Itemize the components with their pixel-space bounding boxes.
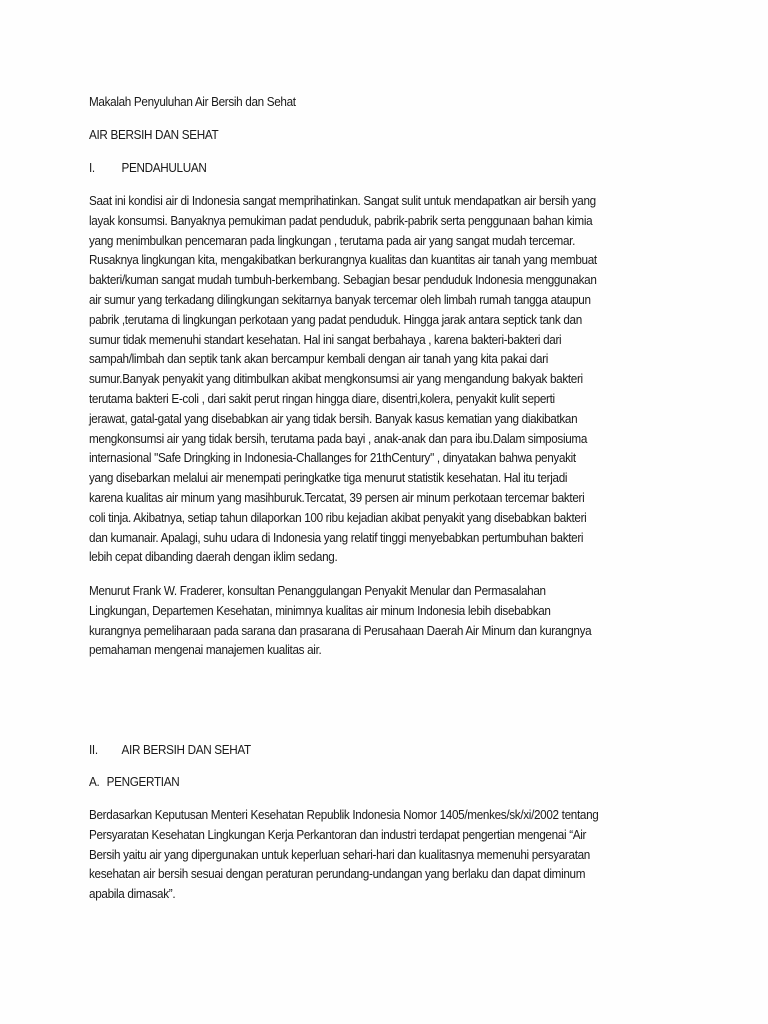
paragraph-line: internasional "Safe Dringking in Indonesia-Challanges for 21thCentury" , dinyatakan bahwa penyakit	[89, 451, 576, 466]
paragraph-line: layak konsumsi. Banyaknya pemukiman padat penduduk, pabrik-pabrik serta penggunaan bahan kimia	[89, 213, 593, 228]
paragraph-line: sampah/limbah dan septik tank akan bercampur kembali dengan air tanah yang kita pakai dari	[89, 352, 549, 367]
paragraph-line: jerawat, gatal-gatal yang disebabkan air yang tidak bersih. Banyak kasus kematian yang diakibatkan	[89, 411, 578, 426]
paragraph-line: apabila dimasak”.	[89, 887, 176, 902]
paragraph-line: yang menimbulkan pencemaran pada lingkungan , terutama pada air yang sangat mudah tercemar.	[89, 233, 576, 248]
paragraph-line: coli tinja. Akibatnya, setiap tahun dilaporkan 100 ribu kejadian akibat penyakit yang disebabkan bakteri	[89, 510, 587, 525]
section-number: I.	[89, 161, 95, 175]
paragraph-pendahuluan-1	[89, 192, 647, 568]
subsection-heading-a	[89, 773, 647, 793]
paragraph-line: pemahaman mengenai manajemen kualitas air.	[89, 643, 322, 658]
paragraph-line: kurangnya pemeliharaan pada sarana dan prasarana di Perusahaan Daerah Air Minum dan kurangnya	[89, 623, 592, 638]
subsection-letter: A.	[89, 775, 100, 789]
paragraph-line: bakteri/kuman sangat mudah tumbuh-berkembang. Sebagian besar penduduk Indonesia menggunakan	[89, 273, 597, 288]
paragraph-line: Bersih yaitu air yang dipergunakan untuk keperluan sehari-hari dan kualitasnya memenuhi persyaratan	[89, 847, 591, 862]
document-title	[89, 93, 647, 113]
subsection-heading-text: PENGERTIAN	[106, 775, 180, 789]
paragraph-line: mengkonsumsi air yang tidak bersih, terutama pada bayi , anak-anak dan para ibu.Dalam simposiuma	[89, 431, 588, 446]
section-heading-text: PENDAHULUAN	[121, 161, 207, 175]
subtitle-text: AIR BERSIH DAN SEHAT	[89, 128, 219, 142]
paragraph-line: Saat ini kondisi air di Indonesia sangat memprihatinkan. Sangat sulit untuk mendapatkan air bersih yang	[89, 194, 596, 208]
paragraph-line: terutama bakteri E-coli , dari sakit perut ringan hingga diare, disentri,kolera, penyakit kulit seperti	[89, 391, 555, 406]
document-subtitle	[89, 126, 647, 146]
section-heading-1	[89, 159, 647, 179]
paragraph-line: kesehatan air bersih sesuai dengan peraturan perundang-undangan yang berlaku dan dapat diminum	[89, 867, 586, 882]
section-number: II.	[89, 743, 98, 757]
paragraph-line: yang disebarkan melalui air menempati peringkatke tiga menurut statistik kesehatan. Hal itu terjadi	[89, 471, 568, 486]
paragraph-line: Menurut Frank W. Fraderer, konsultan Penanggulangan Penyakit Menular dan Permasalahan	[89, 584, 546, 598]
paragraph-line: dan kumanair. Apalagi, suhu udara di Indonesia yang relatif tinggi menyebabkan pertumbuhan bakteri	[89, 530, 584, 545]
paragraph-line: Rusaknya lingkungan kita, mengakibatkan berkurangnya kualitas dan kuantitas air tanah yang membuat	[89, 253, 597, 268]
paragraph-line: karena kualitas air minum yang masihburuk.Tercatat, 39 persen air minum perkotaan tercemar bakteri	[89, 490, 585, 505]
paragraph-pengertian	[89, 806, 647, 905]
paragraph-line: sumur.Banyak penyakit yang ditimbulkan akibat mengkonsumsi air yang mengandung bakyak bakteri	[89, 372, 583, 387]
paragraph-line: air sumur yang terkadang dilingkungan sekitarnya banyak tercemar oleh limbah rumah tangga ataupun	[89, 292, 591, 307]
title-text: Makalah Penyuluhan Air Bersih dan Sehat	[89, 95, 296, 109]
paragraph-line: Lingkungan, Departemen Kesehatan, minimnya kualitas air minum Indonesia lebih disebabkan	[89, 603, 551, 618]
section-heading-text: AIR BERSIH DAN SEHAT	[121, 743, 251, 757]
section-heading-2	[89, 741, 647, 761]
paragraph-line: pabrik ,terutama di lingkungan perkotaan yang padat penduduk. Hingga jarak antara septick tank dan	[89, 312, 582, 327]
paragraph-pendahuluan-2	[89, 582, 647, 661]
paragraph-line: Berdasarkan Keputusan Menteri Kesehatan Republik Indonesia Nomor 1405/menkes/sk/xi/2002 tentang	[89, 808, 599, 822]
paragraph-line: sumur tidak memenuhi standart kesehatan. Hal ini sangat berbahaya , karena bakteri-bakteri dari	[89, 332, 562, 347]
paragraph-line: lebih cepat dibanding daerah dengan iklim sedang.	[89, 550, 338, 565]
paragraph-line: Persyaratan Kesehatan Lingkungan Kerja Perkantoran dan industri terdapat pengertian mengenai “Air	[89, 827, 587, 842]
